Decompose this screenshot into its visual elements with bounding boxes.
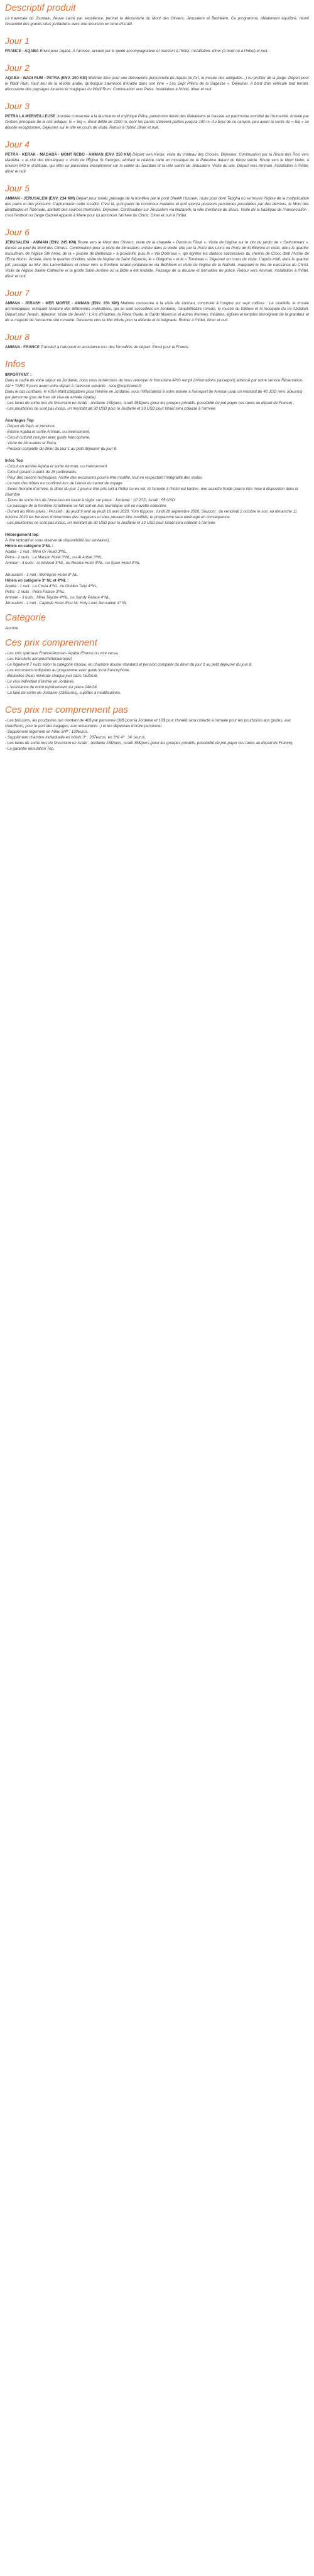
day-text <box>5 152 309 174</box>
day-text <box>5 48 309 54</box>
prix-comprend-section <box>5 637 309 696</box>
day-title: Jour 6 <box>5 227 30 237</box>
important-block <box>5 372 309 412</box>
list-item: Petra - 2 nuits : Petra Palace 3*NL, <box>5 590 66 594</box>
descriptif-text: La traversée du Jourdain, fleuve sacré par excellence, permet la découverte du Mont des Oliviers, Jérusalem et Bethléem. Ce programme, idéalement équilibré, réunit l'essentiel des grands sites jordaniens avec une incursion en terre d'Israël. <box>5 16 309 26</box>
day-text <box>5 114 309 130</box>
hebergement-block <box>5 532 309 606</box>
list-item: - Circuit en arrivée Aqaba et sortie Amman, ou inversement <box>5 464 107 469</box>
taxes-line: - Les taxes de sortie lors de l'incursion en Israël : Jordanie 15$/pers, Israël 35$/pers (pour les groupes privatifs, possibilité de pré-payer ces taxes au départ de France) ; <box>5 401 295 405</box>
list-item: - Le logement 7 nuits selon la catégorie choisie, en chambre double standard et pension complète du dîner du jour 1 au petit déjeuner du jour 8, <box>5 663 252 667</box>
list-item: - Selon l'horaire d'arrivée, le dîner du jour 1 pourra être pris soit à l'hôtel ou en vol. Si l'arrivée à l'hôtel est tardive, une assiette froide pourra être mise à disposition dans la chambre <box>5 487 298 497</box>
categorie-section <box>5 612 309 631</box>
day-heading: AQABA - WADI RUM - PETRA (ENV. 200 KM) <box>5 76 87 80</box>
day-2 <box>5 63 309 92</box>
visa-text: Dans le cas contraire, le VISA étant obligatoire pour l'entrée en Jordanie, vous l'effectuerez à votre arrivée à l'aéroport de Amman pour un montant de 40 JOD (env. 50euros) par personne (pas de frais de visa en arrivée Aqaba). <box>5 390 303 400</box>
list-item: - La taxe de sortie de Jordanie (135euros), sujettes à modifications. <box>5 691 121 695</box>
day-heading: JERUSALEM - AMMAN (ENV. 245 KM) <box>5 240 77 245</box>
day-heading: AMMAN - FRANCE <box>5 345 40 349</box>
list-item: - L'assistance de notre représentant sur place 24h/24, <box>5 685 98 689</box>
infos-title: Infos <box>5 359 26 370</box>
list-item: - Le passage de la frontière Israélienne se fait soit en bus touristique soit en navette collective. <box>5 504 168 508</box>
list-item: - Les vols spéciaux France/Amman- Aqaba /France ou vice versa, <box>5 651 119 656</box>
list-item: - Les boissons, les pourboires (un montant de 40$ par personne (30$ pour la Jordanie et 10$ pour l'Israël) sera collecté à l'arrivée pour les pourboires aux guides, aux chauffeurs, pour le port des bagages, aux restaurants...) et les dépenses d'ordre personnel. <box>5 718 291 728</box>
day-title: Jour 8 <box>5 332 30 342</box>
avantages-block <box>5 418 309 452</box>
list-item: Hôtels en catégorie 3*NL : <box>5 544 53 548</box>
day-4 <box>5 139 309 174</box>
day-description: Départ vers Kerak, visite du château des Croisés. Déjeuner. Continuation par la Route des Rois vers Madaba, « la cité des Mosaïques » Visite de l'Église St Georges, abritant la célèbre carte en mosaïque de la Palestine datant du 6ème siècle. Route vers le Mont Nebo, à environ 840 m d'altitude, qui offre un panorama exceptionnel sur la vallée du Jourdain et la ville sainte de Jérusalem. Visite du site. Départ vers Amman. Installation à l'hôtel, dîner et nuit. <box>5 152 309 174</box>
prix-ne-comprend-title: Ces prix ne comprennent pas <box>5 705 128 715</box>
list-item: Petra - 2 nuits : La Maison Hotel 3*NL, ou Al Anbat 3*NL, <box>5 555 104 560</box>
descriptif-section <box>5 3 309 27</box>
day-description: Route vers le Mont des Oliviers, visite de la chapelle « Dominus Flevit ». Visite de l'église sur le site du jardin de « Gethsémani », élevée au pied du Mont des Oliviers. Continuation pour la visite de Jérusalem, entrée dans la vieille ville par la Porte des Lions ou Porte de St Etienne et visite, dans le quartier musulman, de l'église Ste Anne, de la « piscine de Bethesda » à proximité, puis la « Via Dolorosa », qui égrène les stations successives du chemin de Croix, dont l'Arche de l'Ecce Homo. Arrivée, dans le quartier chrétien, visite de l'église du Saint Sépulcre, le « Golgotha » et le « Tombeau ». Déjeuner en cours de visite. L'après-midi, dans le quartier juif, passage au Mur des Lamentations et retour vers la frontière israélo-jordanienne via Bethléem et visite de l'église de la Nativité, marquant le lieu de naissance du Christ. Visite de l'église Sainte-Catherine et la grotte Saint-Jérôme où la Bible a été traduite. Passage de la douane et formalités de police. Retour vers Amman, installation à l'hôtel, dîner et nuit. <box>5 240 309 279</box>
list-item: - La garantie annulation Top. <box>5 747 55 751</box>
infos-section <box>5 359 309 606</box>
list-item: - Les pourboires ne sont pas inclus, un montant de 30 USD pour la Jordanie et 10 USD pour Israël sera collecté à l'arrivée. <box>5 521 217 525</box>
taxes-line: - Les pourboires ne sont pas inclus, un montant de 30 USD pour la Jordanie et 10 USD pour Israël sera collecté à l'arrivée. <box>5 407 217 411</box>
list-item: Amman - 3 nuits : Al Waleed 3*NL, ou Rosina Hotel 3*NL, ou Sparr Hotel 3*NL <box>5 561 141 565</box>
prix-comprend-title: Ces prix comprennent <box>5 637 97 648</box>
day-heading: PETRA LA MERVEILLEUSE <box>5 114 56 119</box>
day-heading: PETRA - KERAK - MADABA - MONT NEBO - AMMAN (ENV. 250 KM) <box>5 152 131 157</box>
list-item: Aqaba - 1 nuit : La Costa 4*NL, ou Golden Tulip 4*NL, <box>5 584 98 588</box>
descriptif-title: Descriptif produit <box>5 3 76 13</box>
categorie-text: Aucune <box>5 626 18 631</box>
day-title: Jour 3 <box>5 101 30 111</box>
list-item: A titre indicatif et sous réserve de disponibilité (ou similaires) : <box>5 538 111 543</box>
list-item: - Le visa individuel d'entrée en Jordanie, <box>5 679 75 684</box>
day-6 <box>5 227 309 279</box>
day-description: Matinée libre pour une découverte personnelle de Aqaba (le fort, le musée des antiquités...) ou profiter de la plage. Départ pour le Wadi Rum, haut lieu de la révolte arabe, qu'évoque Lawrence d'Arabie dans son livre « Les Sept Piliers de la Sagesse ». Déjeuner. A bord d'un véhicule tout terrain, découverte des paysages lunaires et magiques du Wadi Rum. Continuation vers Petra. Installation à l'hôtel, dîner et nuit. <box>5 76 309 92</box>
list-item: Amman - 3 nuits : Mina Tayche 4*NL, ou Sandy Palace 4*NL, <box>5 595 111 600</box>
day-heading: FRANCE - AQABA <box>5 49 39 53</box>
day-heading: AMMAN - JERASH - MER MORTE - AMMAN (ENV. 150 KM) <box>5 301 119 306</box>
list-item: - Durant les fêtes juives : Pessa'h : du jeudi 9 avril au jeudi 16 avril 2020, Yom Kippour : lundi 28 septembre 2020, Souccot : du vendredi 2 octobre le soir, au dimanche 11 octobre 2020 les horaires d'ouvertures des magasins et sites peuvent être modifiés, le programme sera aménagé en conséquence. <box>5 509 297 519</box>
day-1 <box>5 36 309 54</box>
list-item: - Les excursions indiquées au programme avec guide local francophone, <box>5 668 131 673</box>
day-text <box>5 301 309 323</box>
infotop-block <box>5 458 309 526</box>
day-3 <box>5 101 309 130</box>
hebergement-heading: Hébergement top <box>5 533 39 537</box>
list-item: Hôtels en catégorie 3* NL et 4*NL : <box>5 578 69 583</box>
day-description: Matinée consacrée à la visite de Amman, construite à l'origine sur sept collines : La citadelle, le musée archéologique, retraçant l'histoire des différentes civilisations, qui se sont succédées en Jordanie, l'amphithéâtre romain, le musée du folklore et la mosquée du roi Abdallah. Départ pour Jerash, déjeuner. Visite de Jerash : L'Arc d'Hadrien, la Place Ovale, le Cardo Maximus et autres thermes, théâtres, églises et temples témoignent de la grandeur et de la majesté de l'ancienne cité romaine. Descente vers la Mer Morte pour la détente et la baignade. Retour à l'hôtel, dîner et nuit. <box>5 301 310 322</box>
day-description: Transfert à l'aéroport et assistance lors des formalités de départ. Envol pour la France. <box>40 345 190 349</box>
page <box>0 0 314 752</box>
day-text <box>5 75 309 92</box>
infotop-heading: Infos Top <box>5 459 23 463</box>
day-description: Envol pour Aqaba. A l'arrivée, accueil par le guide accompagnateur et transfert à l'hôtel. Installation, dîner (à bord ou à l'hôtel) et nuit. <box>38 49 269 53</box>
list-item: - Le nom des hôtels est confirmé lors de l'envoi du carnet de voyage <box>5 481 122 486</box>
day-title: Jour 1 <box>5 36 30 46</box>
day-description: Journée consacrée à la fascinante et mythique Pétra, patrimoine hérité des Nabatéens et classée au patrimoine mondial de l'humanité. Arrivée par l'entrée principale de la cité antique, le « Siq », étroit défilé de 1200 m, dont les parois s'élèvent parfois jusqu'à 100 m. Au bout de ce canyon, peu avant la sortie du « Siq » se dévoile exceptionnel. Déjeuner sur le site en cours de visite. Retour à l'hôtel, dîner et nuit. <box>5 114 309 130</box>
day-title: Jour 5 <box>5 183 30 193</box>
important-heading: IMPORTANT : <box>5 373 32 377</box>
list-item: - Taxes de sortie lors de l'incursion en Israël à régler sur place : Jordanie : 10 JOD, Israël : 55 USD <box>5 498 175 503</box>
list-item: - Pension complète du dîner du jour 1 au petit déjeuner du jour 8. <box>5 447 117 451</box>
list-item: - Circuit culturel complet avec guide francophone, <box>5 435 90 440</box>
day-title: Jour 7 <box>5 288 30 298</box>
prix-ne-comprend-section <box>5 705 309 752</box>
day-text <box>5 196 309 218</box>
day-text <box>5 344 309 350</box>
list-item: - Circuit garanti à partir de 15 participants. <box>5 470 78 474</box>
list-item: - Départ de Paris et province, <box>5 424 56 428</box>
avantages-heading: Avantages Top <box>5 418 34 423</box>
list-item: - Visite de Jérusalem et Petra. <box>5 441 57 445</box>
list-item: - Supplément logement en hôtel 3/4* : 130euros, <box>5 730 89 734</box>
day-description: Départ pour Israël, passage de la frontière par le pont Sheikh Hussein, route pour dont Tabgha où se trouve l'église de la multiplication des pains et des poissons. Capharnaüm cette localité. C'est là, qu'il guérit de nombreux malades et qu'il exerça plusieurs personnes possédées par des démons, le Mont des Béatitudes et Tibériade, abritant des sources thermales. Déjeuner. Continuation sur Jérusalem via Nazareth, la ville d'enfance de Jésus. Visite de la basilique de l'Annonciation : c'est l'endroit où l'ange Gabriel apparut à Marie pour lui annoncer l'arrivée du Christ. Dîner et nuit à l'hôtel. <box>5 196 309 218</box>
list-item: Aqaba - 1 nuit : Mina Or Road 3*NL, <box>5 550 68 554</box>
spacer <box>5 566 309 572</box>
day-text <box>5 240 309 279</box>
list-item: Jérusalem - 1 nuit : Metropole Hotel 3* NL. <box>5 573 78 577</box>
list-item: - Bouteilles d'eau minérale chaque jour dans l'autocar, <box>5 674 99 678</box>
day-7 <box>5 288 309 323</box>
important-text: Dans le cadre de votre séjour en Jordanie, nous vous remercions de nous renvoyer le formulaire APIS rempli (informations passeport) adressé par notre service Réservation, AU + TARD 5 jours avant votre départ à l'adresse suivante : resa@koptitravel.fr <box>5 378 303 388</box>
list-item: - Les transferts aéroport/hôtel/aéroport, <box>5 657 73 661</box>
list-item: - Les taxes de sortie lors de l'incursion en Israël : Jordanie 15$/pers, Israël 35$/pers (pour les groupes privatifs, possibilité de pré-payer ces taxes au départ de France), <box>5 741 293 745</box>
day-title: Jour 4 <box>5 139 30 149</box>
list-item: - Pour des raisons techniques, l'ordre des excursions pourra être modifié, tout en respectant l'intégralité des visites. <box>5 476 203 480</box>
day-8 <box>5 332 309 350</box>
list-item: - Supplément chambre individuelle en hôtels 3* : 287euros, en 3*& 4* : 34 1euros, <box>5 735 146 740</box>
categorie-title: Categorie <box>5 612 46 623</box>
day-heading: AMMAN - JERUSALEM (ENV. 234 KM) <box>5 196 75 201</box>
list-item: Jérusalem - 1 nuit : Capitole Hotel 4*ou NL Holy Land Jerusalem 4* NL <box>5 601 127 605</box>
day-title: Jour 2 <box>5 63 30 73</box>
day-5 <box>5 183 309 218</box>
list-item: - Entrée Aqaba et sortie Amman, ou inversement, <box>5 430 90 434</box>
itinerary <box>5 36 309 350</box>
